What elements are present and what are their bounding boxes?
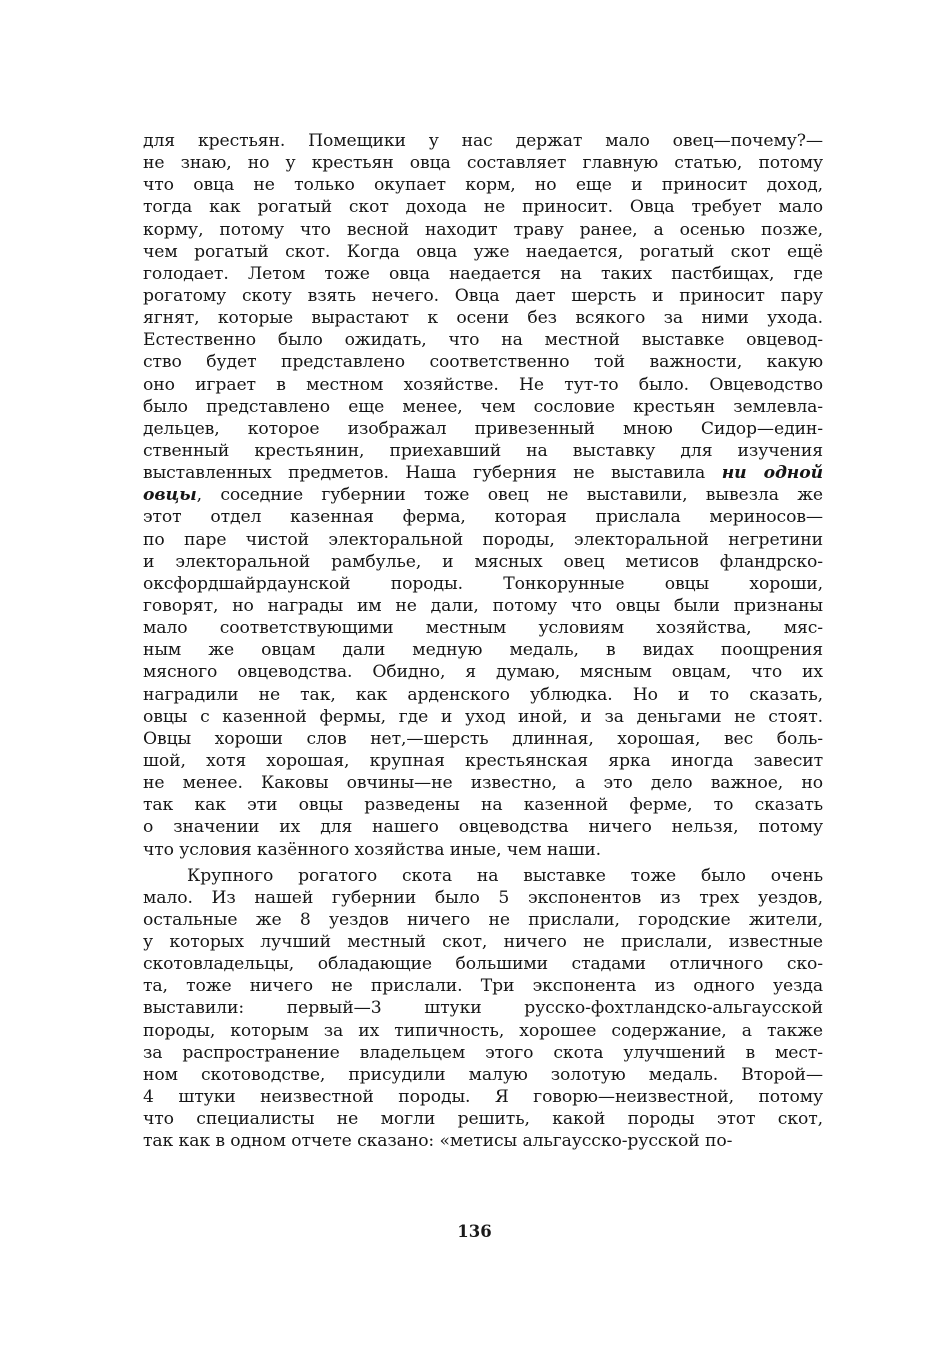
text-line: ягнят, которые вырастают к осени без всякого за ними ухода.: [143, 308, 823, 329]
text-line: не знаю, но у крестьян овца составляет главную статью, потому: [143, 153, 823, 174]
text-line: 4 штуки неизвестной породы. Я говорю—неизвестной, потому: [143, 1087, 823, 1108]
text-line: оно играет в местном хозяйстве. Не тут-то было. Овцеводство: [143, 374, 823, 395]
emphasized-text: овцы: [143, 485, 197, 506]
text-line: корму, потому что весной находит траву ранее, а осенью позже,: [143, 219, 823, 240]
text-line: что специалисты не могли решить, какой породы этот скот,: [143, 1109, 823, 1130]
text-line: наградили не так, как арденского ублюдка. Но и то сказать,: [143, 684, 823, 705]
text-line: дельцев, которое изображал привезенный мною Сидор—един-: [143, 418, 823, 439]
text-run: , соседние губернии тоже овец не выставили, вывезла же: [196, 485, 823, 506]
text-line: тогда как рогатый скот дохода не приносит. Овца требует мало: [143, 197, 823, 218]
text-line: та, тоже ничего не прислали. Три экспонента из одного уезда: [143, 976, 823, 997]
paragraph-2: [143, 865, 823, 1153]
text-line: скотовладельцы, обладающие большими стадами отличного ско-: [143, 954, 823, 975]
text-line: ство будет представлено соответственно той важности, какую: [143, 352, 823, 373]
text-line: что условия казённого хозяйства иные, чем наши.: [143, 839, 601, 860]
page-number: 136: [457, 1222, 492, 1241]
text-line: не менее. Каковы овчины—не известно, а это дело важное, но: [143, 773, 823, 794]
text-line: овцы с казенной фермы, где и уход иной, и за деньгами не стоят.: [143, 706, 823, 727]
text-line: за распространение владельцем этого скота улучшений в мест-: [143, 1042, 823, 1063]
text-line: Естественно было ожидать, что на местной выставке овцевод-: [143, 330, 823, 351]
text-line: по паре чистой электоральной породы, электоральной негретини: [143, 529, 823, 550]
text-line: о значении их для нашего овцеводства ничего нельзя, потому: [143, 817, 823, 838]
text-line: остальные же 8 уездов ничего не прислали, городские жители,: [143, 909, 823, 930]
text-line: Овцы хороши слов нет,—шерсть длинная, хорошая, вес боль-: [143, 728, 823, 749]
text-line: выставили: первый—3 штуки русско-фохтландско-альгаусской: [143, 998, 823, 1019]
text-line: ном скотоводстве, присудили малую золотую медаль. Второй—: [143, 1064, 823, 1085]
emphasized-text: ни одной: [721, 463, 823, 484]
text-line: у которых лучший местный скот, ничего не прислали, известные: [143, 932, 823, 953]
text-line: породы, которым за их типичность, хорошее содержание, а также: [143, 1020, 823, 1041]
text-run: выставленных предметов. Наша губерния не выставила: [143, 463, 722, 484]
text-line: голодает. Летом тоже овца наедается на таких пастбищах, где: [143, 263, 823, 284]
text-line: и электоральной рамбулье, и мясных овец метисов фландрско-: [143, 551, 823, 572]
text-line: так как в одном отчете сказано: «метисы альгаусско-русской по-: [143, 1131, 733, 1152]
text-line: Крупного рогатого скота на выставке тоже было очень: [187, 865, 823, 886]
text-line: ственный крестьянин, приехавший на выставку для изучения: [143, 440, 823, 461]
text-line: чем рогатый скот. Когда овца уже наедается, рогатый скот ещё: [143, 241, 823, 262]
text-line: мало соответствующими местным условиям хозяйства, мяс-: [143, 618, 823, 639]
text-line: мало. Из нашей губернии было 5 экспонентов из трех уездов,: [143, 887, 823, 908]
text-line: для крестьян. Помещики у нас держат мало овец—почему?—: [143, 131, 823, 151]
text-line: так как эти овцы разведены на казенной ферме, то сказать: [143, 795, 823, 816]
text-line: этот отдел казенная ферма, которая прислала мериносов—: [143, 507, 823, 528]
text-line: ным же овцам дали медную медаль, в видах поощрения: [143, 640, 823, 661]
text-line: мясного овцеводства. Обидно, я думаю, мясным овцам, что их: [143, 662, 823, 683]
text-line: рогатому скоту взять нечего. Овца дает шерсть и приносит пару: [143, 285, 823, 306]
text-body: [143, 130, 823, 1152]
text-line: оксфордшайрдаунской породы. Тонкорунные овцы хороши,: [143, 573, 823, 594]
text-line: было представлено еще менее, чем сословие крестьян землевла-: [143, 396, 823, 417]
paragraph-1: [143, 130, 823, 861]
text-line: шой, хотя хорошая, крупная крестьянская ярка иногда завесит: [143, 750, 823, 771]
text-line: говорят, но награды им не дали, потому что овцы были признаны: [143, 595, 823, 616]
text-line: что овца не только окупает корм, но еще и приносит доход,: [143, 175, 823, 196]
text-line: [143, 462, 823, 484]
text-line: [143, 484, 823, 506]
